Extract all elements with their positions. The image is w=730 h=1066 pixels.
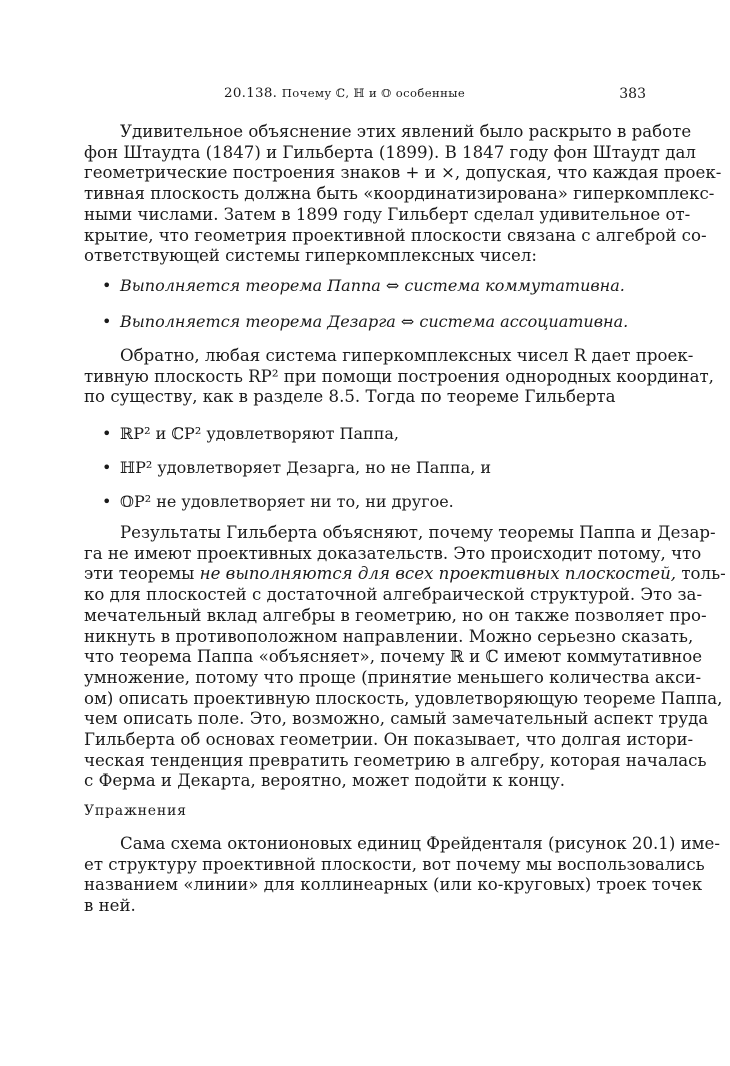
text-line: что теорема Паппа «объясняет», почему ℝ и ℂ имеют коммутативное <box>84 647 703 667</box>
text-line: Удивительное объяснение этих явлений было раскрыто в работе <box>120 122 692 141</box>
list-item <box>102 458 646 477</box>
list-item <box>102 312 646 331</box>
bullet-icon: • <box>102 312 112 331</box>
list-item <box>102 276 646 295</box>
text-fragment: толь- <box>676 564 726 584</box>
text-line: никнуть в противоположном направлении. Можно серьезно сказать, <box>84 626 694 646</box>
text-line: ко для плоскостей с достаточной алгебраической структурой. Это за- <box>84 585 703 605</box>
text-line: ными числами. Затем в 1899 году Гильберт сделал удивительное от- <box>84 204 691 224</box>
bullet-text: ℝP² и ℂP² удовлетворяют Паппа, <box>120 424 399 443</box>
bullet-icon: • <box>102 458 112 477</box>
section-title-running: Почему ℂ, ℍ и 𝕆 особенные <box>281 86 466 100</box>
converse-paragraph <box>84 346 714 408</box>
text-line: по существу, как в разделе 8.5. Тогда по теореме Гильберта <box>84 387 616 407</box>
bullet-text: Выполняется теорема Паппа ⇔ система коммутативна. <box>120 276 625 295</box>
page-number: 383 <box>619 86 646 102</box>
text-line: ческая тенденция превратить геометрию в алгебру, которая началась <box>84 750 707 770</box>
text-line <box>84 564 726 585</box>
text-line: крытие, что геометрия проективной плоскости связана с алгеброй со- <box>84 225 707 245</box>
text-line: чем описать поле. Это, возможно, самый замечательный аспект труда <box>84 709 709 729</box>
text-line: мечательный вклад алгебры в геометрию, но он также позволяет про- <box>84 605 707 625</box>
results-paragraph <box>84 523 726 792</box>
running-header <box>84 86 646 106</box>
text-line: ет структуру проективной плоскости, вот почему мы воспользовались <box>84 854 705 874</box>
intro-paragraph <box>84 122 722 267</box>
text-line: ом) описать проективную плоскость, удовлетворяющую теореме Паппа, <box>84 688 723 708</box>
bullet-text: ℍP² удовлетворяет Дезарга, но не Паппа, и <box>120 458 492 477</box>
running-head <box>224 86 465 101</box>
bullet-icon: • <box>102 276 112 295</box>
emphasized-text: не выполняются для всех проективных плоскостей, <box>199 564 677 584</box>
bullet-icon: • <box>102 424 112 443</box>
text-line: Обратно, любая система гиперкомплексных чисел R дает проек- <box>120 346 694 365</box>
exercise-paragraph <box>84 834 720 917</box>
exercises-heading: Упражнения <box>84 803 187 819</box>
text-fragment: эти теоремы <box>84 564 200 584</box>
bullet-text: 𝕆P² не удовлетворяет ни то, ни другое. <box>120 492 454 511</box>
list-item <box>102 492 646 511</box>
text-line: с Ферма и Декарта, вероятно, может подойти к концу. <box>84 771 566 791</box>
text-line: в ней. <box>84 896 136 916</box>
text-line: геометрические построения знаков + и ×, допуская, что каждая проек- <box>84 163 722 183</box>
text-line: фон Штаудта (1847) и Гильберта (1899). В 1847 году фон Штаудт дал <box>84 142 696 162</box>
bullet-icon: • <box>102 492 112 511</box>
text-line: тивную плоскость RP² при помощи построения однородных координат, <box>84 366 714 386</box>
text-line: умножение, потому что проще (принятие меньшего количества акси- <box>84 667 702 687</box>
list-item <box>102 424 646 443</box>
bullet-text: Выполняется теорема Дезарга ⇔ система ассоциативна. <box>120 312 629 331</box>
text-line: тивная плоскость должна быть «координатизирована» гиперкомплекс- <box>84 184 715 204</box>
text-line: Сама схема октонионовых единиц Фрейденталя (рисунок 20.1) име- <box>120 834 720 853</box>
text-line: ответствующей системы гиперкомплексных чисел: <box>84 246 537 266</box>
text-line: Гильберта об основах геометрии. Он показывает, что долгая истори- <box>84 730 694 750</box>
text-line: названием «линии» для коллинеарных (или ко-круговых) троек точек <box>84 875 703 895</box>
section-number: 20.138. <box>224 86 278 101</box>
text-line: га не имеют проективных доказательств. Это происходит потому, что <box>84 543 702 563</box>
text-line: Результаты Гильберта объясняют, почему теоремы Паппа и Дезар- <box>120 523 716 542</box>
